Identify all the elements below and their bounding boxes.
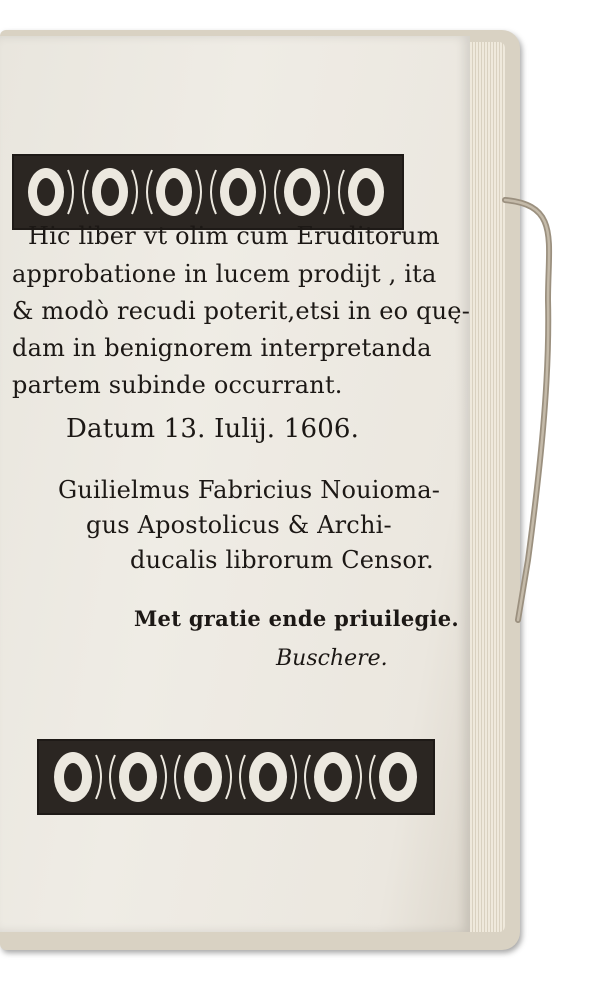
approbation-line-1: Hic liber vt olim cum Eruditorum: [28, 222, 440, 250]
privilege-statement: Met gratie ende priuilegie.: [134, 606, 460, 631]
printer-name: Buschere.: [276, 646, 388, 671]
approbation-line-4: dam in benignorem interpretanda: [12, 334, 432, 362]
censor-line-2: gus Apostolicus & Archi-: [86, 511, 392, 539]
approbation-line-5: partem subinde occurrant.: [12, 371, 343, 399]
approbation-date: Datum 13. Iulij. 1606.: [66, 414, 360, 444]
approbation-line-2: approbatione in lucem prodijt , ita: [12, 260, 437, 288]
approbation-line-3: & modò recudi poterit,etsi in eo quę-: [12, 297, 471, 325]
censor-line-1: Guilielmus Fabricius Nouioma-: [58, 476, 441, 504]
bottom-ornament-band: [37, 739, 435, 815]
title-verso-page: [0, 36, 470, 932]
censor-line-3: ducalis librorum Censor.: [130, 546, 434, 574]
ornament-bottom-svg: [39, 741, 433, 813]
